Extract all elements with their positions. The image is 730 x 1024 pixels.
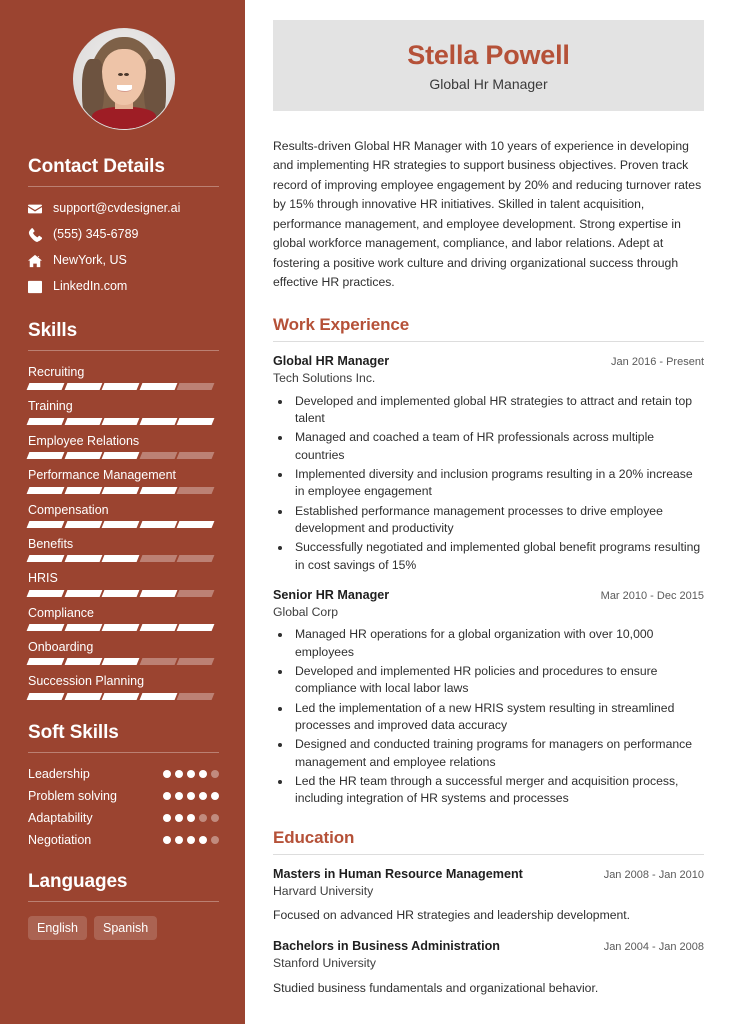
contact-item-location[interactable] (28, 253, 219, 268)
skill-label: Recruiting (28, 365, 85, 379)
soft-skill-dot (187, 814, 195, 822)
skill-segment (64, 693, 101, 700)
skill-label: HRIS (28, 571, 58, 586)
experience-bullet: • Led the HR team through a successful merger and acquisition process, including integration of HR systems and processes (292, 773, 704, 808)
experience-company: Tech Solutions Inc. (273, 370, 376, 385)
soft-skill-label: Problem solving (28, 788, 117, 803)
soft-skill-dot (163, 770, 171, 778)
education-school: Harvard University (273, 883, 374, 898)
soft-skill-dot (175, 814, 183, 822)
contact-details-section (28, 156, 219, 294)
skill-item (28, 503, 219, 528)
skill-segment (27, 624, 64, 631)
experience-bullet-list (273, 393, 704, 574)
education-section (273, 828, 704, 998)
skill-item (28, 537, 219, 562)
skill-segment (27, 487, 64, 494)
contact-item-phone[interactable] (28, 227, 219, 242)
experience-job-title: Senior HR Manager (273, 587, 390, 602)
contact-location-label: NewYork, US (53, 253, 127, 267)
soft-skills-divider (28, 752, 219, 753)
education-degree: Bachelors in Business Administration (273, 939, 500, 954)
skill-segment (102, 383, 139, 390)
soft-skills-section (28, 722, 219, 847)
contact-details-heading: Contact Details (28, 156, 165, 177)
education-entry (273, 939, 704, 997)
education-date-range: Jan 2008 - Jan 2010 (603, 868, 704, 881)
skill-segment (139, 418, 176, 425)
soft-skill-dot (199, 836, 207, 844)
contact-item-linkedin[interactable] (28, 279, 219, 294)
skill-level-bar (28, 487, 213, 494)
skills-divider (28, 350, 219, 351)
experience-job-title: Global HR Manager (273, 353, 390, 368)
skill-item (28, 434, 219, 459)
experience-bullet: • Managed HR operations for a global organization with over 10,000 employees (292, 626, 704, 661)
skill-segment (27, 693, 64, 700)
skill-segment (27, 521, 64, 528)
skill-segment (27, 452, 64, 459)
skill-segment (102, 590, 139, 597)
soft-skill-rating (163, 792, 219, 800)
skill-segment (177, 418, 214, 425)
skill-segment (102, 555, 139, 562)
skill-label: Employee Relations (28, 433, 140, 448)
skill-item (28, 640, 219, 665)
avatar-container (28, 28, 219, 130)
experience-bullet: • Implemented diversity and inclusion programs resulting in a 20% increase in employee engagement (292, 466, 704, 501)
contact-item-email[interactable] (28, 201, 219, 216)
soft-skill-item (28, 833, 219, 847)
soft-skill-dot (211, 814, 219, 822)
experience-bullet: • Developed and implemented global HR strategies to attract and retain top talent (292, 393, 704, 428)
skill-segment (27, 658, 64, 665)
skill-level-bar (28, 521, 213, 528)
experience-date-range: Jan 2016 - Present (611, 355, 704, 368)
work-experience-divider (273, 341, 704, 342)
soft-skill-dot (163, 792, 171, 800)
experience-bullet-list (273, 626, 704, 807)
skill-item (28, 399, 219, 424)
main-content (245, 0, 730, 1024)
professional-summary: Results-driven Global HR Manager with 10 years of experience in developing and implementing HR strategies to support business objectives. Proven track record of improving employee engagement by 20% and reducing turnover rates by 15% through innovative HR initiatives. Skilled in talent acquisition, performance management, and employee development. Strong expertise in global workforce management, compliance, and labor relations. Adept at fostering a positive work culture and driving organizational success through effective HR practices. (273, 138, 702, 290)
contact-linkedin-label: LinkedIn.com (53, 279, 128, 293)
experience-entry (273, 354, 704, 574)
education-divider (273, 854, 704, 855)
soft-skill-item (28, 789, 219, 803)
page-title: Stella Powell (407, 40, 570, 70)
education-date-range: Jan 2004 - Jan 2008 (603, 941, 704, 954)
soft-skill-dot (211, 836, 219, 844)
skill-segment (177, 487, 214, 494)
education-entry (273, 867, 704, 925)
soft-skill-dot (211, 770, 219, 778)
skill-segment (139, 624, 176, 631)
skill-label: Training (28, 399, 73, 414)
skill-segment (64, 452, 101, 459)
education-list (273, 867, 704, 998)
experience-entry-header (273, 588, 704, 604)
skill-segment (27, 555, 64, 562)
avatar-eye-left (118, 73, 123, 76)
skill-segment (177, 555, 214, 562)
experience-bullet: • Developed and implemented HR policies and procedures to ensure compliance with local labor laws (292, 663, 704, 698)
skill-segment (102, 693, 139, 700)
skill-label: Compliance (28, 605, 95, 620)
avatar-eye-right (124, 73, 129, 76)
contact-email-label: support@cvdesigner.ai (53, 201, 181, 215)
job-title: Global Hr Manager (429, 76, 548, 93)
experience-date-range: Mar 2010 - Dec 2015 (600, 589, 704, 602)
skill-segment (177, 658, 214, 665)
soft-skill-dot (175, 770, 183, 778)
envelope-icon (28, 202, 42, 216)
soft-skill-label: Negotiation (28, 832, 92, 847)
soft-skill-rating (163, 836, 219, 844)
experience-bullet: • Managed and coached a team of HR professionals across multiple countries (292, 429, 704, 464)
work-experience-list (273, 354, 704, 808)
skill-level-bar (28, 452, 213, 459)
experience-entry-header (273, 354, 704, 370)
skill-segment (177, 590, 214, 597)
skills-section (28, 320, 219, 700)
skill-segment (177, 383, 214, 390)
soft-skill-dot (175, 836, 183, 844)
soft-skill-rating (163, 814, 219, 822)
avatar-smile (117, 85, 132, 92)
contact-details-divider (28, 186, 219, 187)
skill-level-bar (28, 658, 213, 665)
skill-label: Onboarding (28, 640, 94, 654)
skill-segment (139, 658, 176, 665)
skill-segment (27, 418, 64, 425)
skill-segment (139, 693, 176, 700)
language-chip[interactable]: Spanish (94, 916, 157, 940)
home-icon (28, 254, 42, 268)
experience-entry (273, 588, 704, 808)
soft-skill-item (28, 767, 219, 781)
skill-segment (64, 521, 101, 528)
education-school: Stanford University (273, 955, 376, 970)
soft-skill-rating (163, 770, 219, 778)
avatar-torso (92, 107, 156, 129)
skill-segment (139, 521, 176, 528)
skill-segment (64, 624, 101, 631)
soft-skill-dot (187, 792, 195, 800)
soft-skill-dot (211, 792, 219, 800)
skill-item (28, 571, 219, 596)
skill-segment (27, 590, 64, 597)
work-experience-section (273, 315, 704, 808)
skill-level-bar (28, 624, 213, 631)
education-degree: Masters in Human Resource Management (273, 866, 523, 881)
skills-list (28, 365, 219, 700)
skill-segment (27, 383, 64, 390)
education-description: Focused on advanced HR strategies and leadership development. (273, 908, 631, 923)
skill-segment (102, 658, 139, 665)
skill-item (28, 468, 219, 493)
languages-divider (28, 901, 219, 902)
contact-list (28, 201, 219, 294)
skill-segment (139, 452, 176, 459)
skill-segment (139, 383, 176, 390)
skill-segment (102, 521, 139, 528)
soft-skill-dot (163, 814, 171, 822)
soft-skill-label: Leadership (28, 766, 90, 781)
soft-skill-dot (199, 792, 207, 800)
languages-heading: Languages (28, 870, 128, 892)
soft-skills-list (28, 767, 219, 847)
skill-label: Compensation (28, 502, 109, 517)
contact-phone-label: (555) 345-6789 (53, 227, 139, 241)
language-chip[interactable]: English (28, 916, 87, 940)
sidebar (0, 0, 245, 1024)
skill-segment (139, 555, 176, 562)
skills-heading: Skills (28, 320, 78, 341)
soft-skill-dot (175, 792, 183, 800)
skill-level-bar (28, 590, 213, 597)
name-card (273, 20, 704, 111)
experience-bullet: • Successfully negotiated and implemented global benefit programs resulting in cost savings of 15% (292, 539, 704, 574)
skill-segment (102, 452, 139, 459)
skill-segment (177, 452, 214, 459)
skill-segment (177, 624, 214, 631)
soft-skill-dot (187, 836, 195, 844)
education-entry-header (273, 867, 704, 883)
skill-segment (64, 658, 101, 665)
skill-segment (177, 521, 214, 528)
work-experience-heading: Work Experience (273, 314, 410, 334)
skill-label: Succession Planning (28, 674, 145, 689)
experience-bullet: • Designed and conducted training programs for managers on performance management and employee relations (292, 736, 704, 771)
skill-segment (102, 418, 139, 425)
skill-segment (64, 590, 101, 597)
skill-segment (139, 590, 176, 597)
skill-segment (64, 418, 101, 425)
experience-bullet: • Established performance management processes to drive employee development and productivity (292, 503, 704, 538)
skill-label: Benefits (28, 536, 74, 551)
skill-level-bar (28, 383, 213, 390)
linkedin-icon (28, 280, 42, 294)
education-heading: Education (273, 827, 355, 847)
avatar (73, 28, 175, 130)
skill-level-bar (28, 418, 213, 425)
soft-skill-dot (163, 836, 171, 844)
education-entry-header (273, 939, 704, 955)
soft-skill-dot (199, 814, 207, 822)
soft-skill-item (28, 811, 219, 825)
skill-segment (64, 487, 101, 494)
skill-item (28, 365, 219, 390)
experience-company: Global Corp (273, 604, 339, 619)
soft-skill-label: Adaptability (28, 810, 93, 825)
skill-segment (64, 383, 101, 390)
experience-bullet: • Led the implementation of a new HRIS system resulting in streamlined processes and improved data accuracy (292, 700, 704, 735)
skill-label: Performance Management (28, 468, 176, 483)
skill-segment (64, 555, 101, 562)
languages-section (28, 871, 219, 940)
phone-icon (28, 228, 42, 242)
skill-segment (102, 624, 139, 631)
skill-segment (177, 693, 214, 700)
soft-skill-dot (187, 770, 195, 778)
skill-item (28, 674, 219, 699)
skill-segment (102, 487, 139, 494)
soft-skills-heading: Soft Skills (28, 721, 119, 743)
education-description: Studied business fundamentals and organizational behavior. (273, 980, 599, 995)
skill-level-bar (28, 693, 213, 700)
languages-list (28, 916, 219, 940)
soft-skill-dot (199, 770, 207, 778)
skill-item (28, 606, 219, 631)
skill-segment (139, 487, 176, 494)
skill-level-bar (28, 555, 213, 562)
